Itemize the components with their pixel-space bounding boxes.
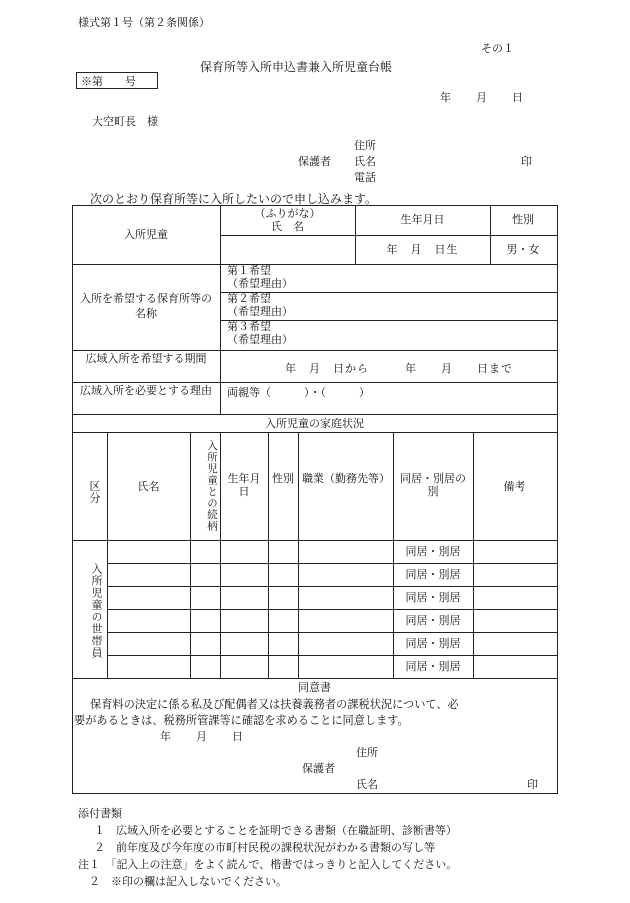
family-section-title: 入所児童の家庭状況 <box>265 417 364 430</box>
household-members-label: 入所児童の世帯員 <box>90 563 103 659</box>
preference-1-choice: 第１希望 <box>227 264 271 277</box>
preference-1[interactable] <box>227 265 293 290</box>
consent-date[interactable]: 年 月 日 <box>160 730 244 743</box>
page-number: その１ <box>481 42 514 55</box>
preferred-facility-label: 入所を希望する保育所等の名称 <box>80 292 212 320</box>
child-section-label: 入所児童 <box>124 228 168 241</box>
remarks-header: 備考 <box>503 480 526 493</box>
cohabitation-field[interactable]: 同居・別居 <box>405 545 461 558</box>
kubun-header: 区分 <box>88 480 101 504</box>
attachments-title: 添付書類 <box>78 807 122 820</box>
wide-area-period-field[interactable]: 年 月 日から 年 月 日まで <box>285 362 513 375</box>
preference-2-reason: （希望理由） <box>227 304 293 318</box>
guardian-label: 保護者 <box>298 155 331 168</box>
child-sex-field[interactable]: 男・女 <box>506 243 540 256</box>
cohabitation-field[interactable]: 同居・別居 <box>405 568 461 581</box>
consent-name-label: 氏名 <box>356 778 378 791</box>
consent-line-2: 要があるときは、税務所管課等に確認を求めることに同意します。 <box>74 714 409 727</box>
member-birth-header: 生年月日 <box>227 472 261 499</box>
form-number: 様式第１号（第２条関係） <box>78 16 210 29</box>
relation-header: 入所児童との続柄 <box>206 440 218 532</box>
preference-3-choice: 第３希望 <box>227 320 271 333</box>
cohabitation-field[interactable]: 同居・別居 <box>405 614 461 627</box>
consent-line-1: 保育料の決定に係る私及び配偶者又は扶養義務者の課税状況について、必 <box>90 698 459 711</box>
addressee: 大空町長 様 <box>92 115 158 128</box>
applicant-address-label: 住所 <box>354 139 376 152</box>
applicant-phone-label: 電話 <box>354 171 376 184</box>
child-name-header: 氏 名 <box>271 220 304 233</box>
request-statement: 次のとおり保育所等に入所したいので申し込みます。 <box>90 192 378 206</box>
preference-2[interactable] <box>227 293 293 318</box>
furigana-header: （ふりがな） <box>254 207 321 220</box>
preference-3[interactable] <box>227 321 293 346</box>
child-birth-date-field[interactable]: 年 月 日生 <box>386 243 459 256</box>
preference-3-reason: （希望理由） <box>227 332 293 346</box>
cohabitation-header: 同居・別居の別 <box>400 472 466 499</box>
cohabitation-field[interactable]: 同居・別居 <box>405 660 461 673</box>
child-name-field[interactable] <box>222 243 354 263</box>
cohabitation-field[interactable]: 同居・別居 <box>405 591 461 604</box>
wide-area-reason-field[interactable]: 両親等（ ）・（ ） <box>227 386 370 399</box>
birth-date-header: 生年月日 <box>400 213 445 226</box>
reception-number-box[interactable] <box>76 72 158 89</box>
wide-area-reason-label: 広域入所を必要とする理由 <box>80 384 212 397</box>
note-item: ２ ※印の欄は記入しないでください。 <box>78 875 287 888</box>
preference-2-choice: 第２希望 <box>227 292 271 305</box>
consent-title: 同意書 <box>298 681 331 694</box>
wide-area-period-label: 広域入所を希望する期間 <box>85 352 207 365</box>
occupation-header: 職業（勤務先等） <box>302 472 390 485</box>
consent-address-label: 住所 <box>356 746 378 759</box>
preference-1-reason: （希望理由） <box>227 276 293 290</box>
note-item: 注１ 「記入上の注意」をよく読んで、楷書ではっきりと記入してください。 <box>78 858 458 871</box>
reception-number-label: ※第 号 <box>81 75 136 88</box>
application-date[interactable]: 年 月 日 <box>440 91 524 104</box>
attachment-item: １ 広域入所を必要とすることを証明できる書類（在職証明、診断書等） <box>94 824 457 837</box>
member-sex-header: 性別 <box>272 472 294 485</box>
consent-seal-mark: 印 <box>527 778 538 791</box>
cohabitation-field[interactable]: 同居・別居 <box>405 637 461 650</box>
applicant-name-label: 氏名 <box>354 155 376 168</box>
sex-header: 性別 <box>512 213 534 226</box>
form-title: 保育所等入所申込書兼入所児童台帳 <box>200 60 393 74</box>
seal-mark: 印 <box>521 155 532 168</box>
attachment-item: ２ 前年度及び今年度の市町村民税の課税状況がわかる書類の写し等 <box>94 841 435 854</box>
consent-guardian-label: 保護者 <box>302 762 335 775</box>
member-name-header: 氏名 <box>137 480 160 493</box>
